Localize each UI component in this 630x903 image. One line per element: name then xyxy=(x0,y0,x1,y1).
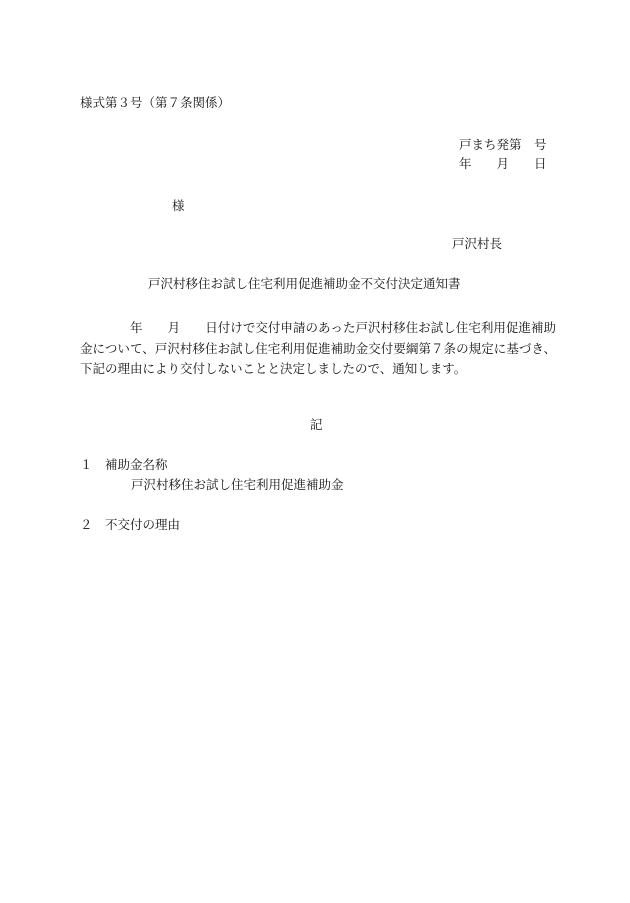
item-2-number: ２ xyxy=(80,517,93,532)
item-2-label: 不交付の理由 xyxy=(105,517,181,532)
document-title: 戸沢村移住お試し住宅利用促進補助金不交付決定通知書 xyxy=(148,276,461,291)
ki-heading: 記 xyxy=(310,417,323,432)
body-text: 年 月 日付けで交付申請のあった戸沢村移住お試し住宅利用促進補助金について、戸沢村移住お試し住宅利用促進補助金交付要綱第７条の規定に基づき、下記の理由により交付しないことと決定しましたので、通知します。 xyxy=(80,320,556,376)
item-1-value: 戸沢村移住お試し住宅利用促進補助金 xyxy=(131,477,344,492)
body-paragraph xyxy=(80,318,556,380)
addressee-honorific: 様 xyxy=(172,198,185,213)
sender-name: 戸沢村長 xyxy=(452,236,503,251)
item-1-number: １ xyxy=(80,457,93,472)
issue-date: 年 月 日 xyxy=(459,156,547,171)
item-1-label: 補助金名称 xyxy=(105,457,168,472)
form-number: 様式第３号（第７条関係） xyxy=(80,95,231,110)
document-number: 戸まち発第 号 xyxy=(459,137,547,152)
